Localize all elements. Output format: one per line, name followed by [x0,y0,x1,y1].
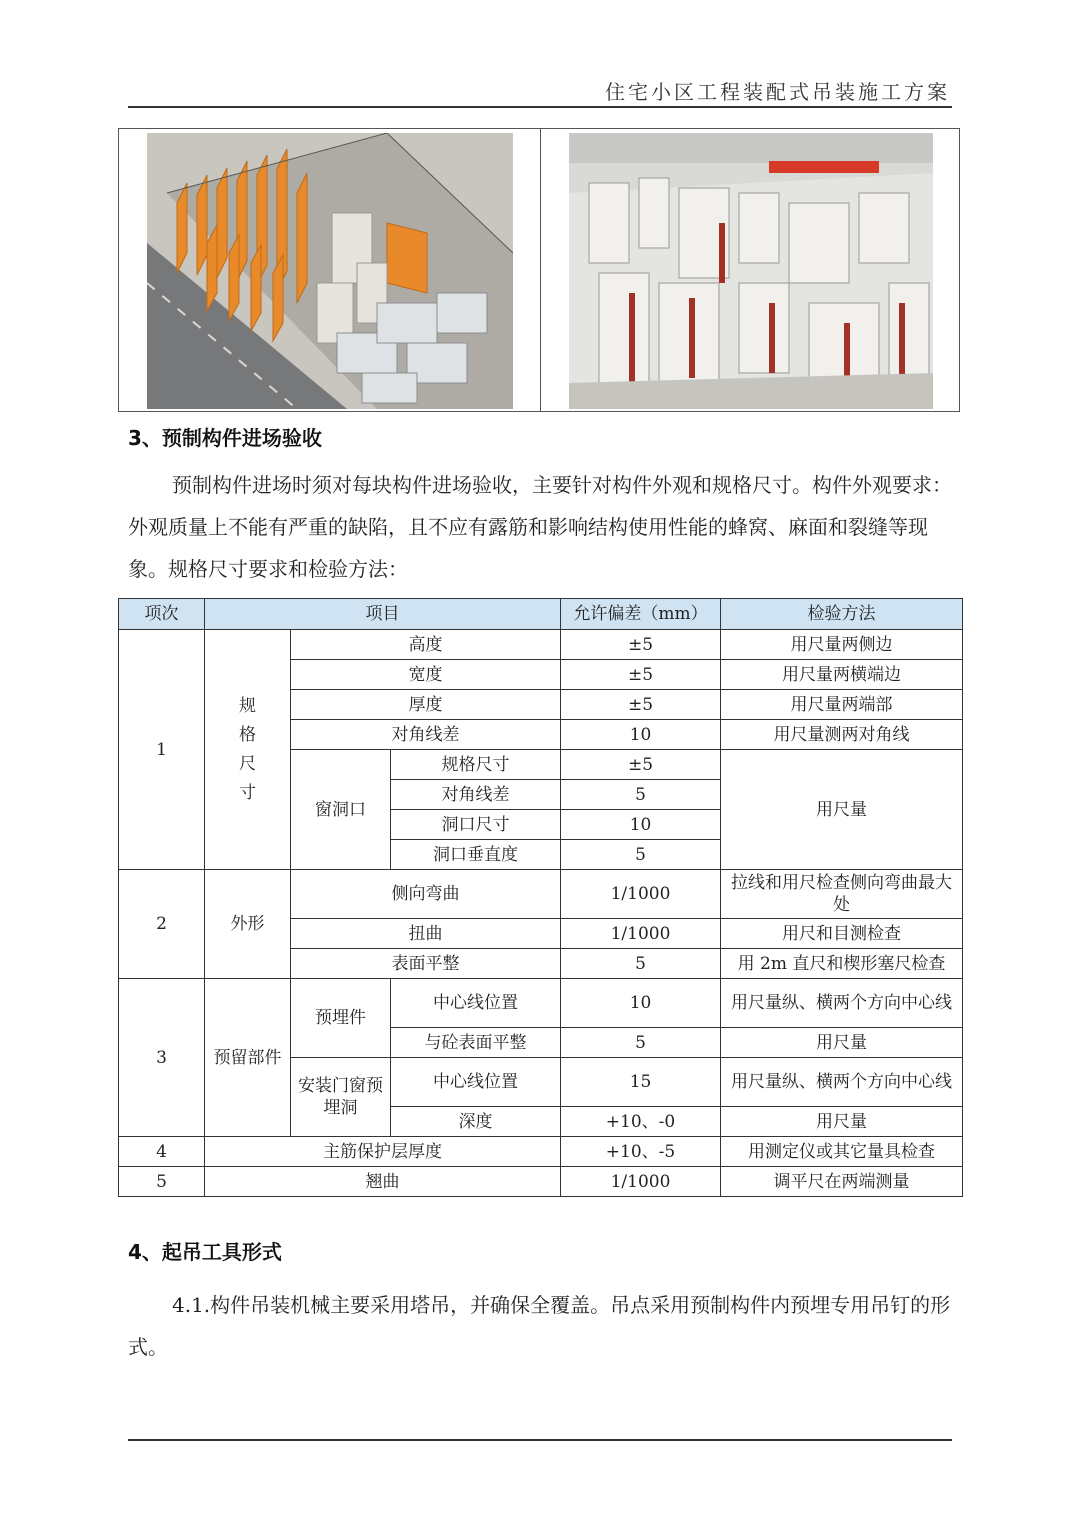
row-4-no: 4 [119,1137,205,1167]
row-item: 对角线差 [291,720,561,750]
row-method: 用 2m 直尺和楔形塞尺检查 [721,949,963,979]
header-rule [128,106,952,108]
row-tolerance: ±5 [561,750,721,780]
table-row [119,630,963,660]
row-item: 表面平整 [291,949,561,979]
row-method: 调平尺在两端测量 [721,1167,963,1197]
group-3-no: 3 [119,979,205,1137]
acceptance-spec-table [118,598,963,1197]
group-2-category: 外形 [205,870,291,979]
section-4-heading: 4、起吊工具形式 [128,1240,282,1264]
row-item: 对角线差 [391,780,561,810]
section-3-paragraph: 预制构件进场时须对每块构件进场验收，主要针对构件外观和规格尺寸。构件外观要求：外观质量上不能有严重的缺陷，且不应有露筋和影响结构使用性能的蜂窝、麻面和裂缝等现象。规格尺寸要求和检验方法： [128,473,952,581]
table-header-row [119,599,963,630]
row-tolerance: 10 [561,720,721,750]
row-item: 洞口尺寸 [391,810,561,840]
table-row [119,1137,963,1167]
row-method: 用尺量 [721,1107,963,1137]
row-method: 用尺量两端部 [721,690,963,720]
header-method: 检验方法 [721,599,963,630]
row-tolerance: 15 [561,1058,721,1107]
row-item: 侧向弯曲 [291,870,561,919]
group-1-category-text: 规格尺寸 [239,695,256,803]
row-method: 用尺量纵、横两个方向中心线 [721,979,963,1028]
table-row [119,979,963,1028]
row-method: 用测定仪或其它量具检查 [721,1137,963,1167]
precast-wall-installation-photo [569,133,933,409]
document-header-title: 住宅小区工程装配式吊装施工方案 [605,80,950,104]
photo-frame [118,128,960,412]
row-tolerance: +10、-0 [561,1107,721,1137]
photo-divider [540,129,541,411]
embedded-parts-subgroup: 预埋件 [291,979,391,1058]
row-tolerance: 5 [561,1028,721,1058]
row-method: 用尺量两侧边 [721,630,963,660]
header-item-no: 项次 [119,599,205,630]
row-method: 用尺和目测检查 [721,919,963,949]
row-item: 扭曲 [291,919,561,949]
row-item: 高度 [291,630,561,660]
header-item: 项目 [205,599,561,630]
row-item: 洞口垂直度 [391,840,561,870]
row-item: 深度 [391,1107,561,1137]
row-tolerance: ±5 [561,690,721,720]
row-item: 翘曲 [205,1167,561,1197]
row-method: 拉线和用尺检查侧向弯曲最大处 [721,870,963,919]
row-tolerance: 10 [561,979,721,1028]
row-method: 用尺量纵、横两个方向中心线 [721,1058,963,1107]
row-item: 宽度 [291,660,561,690]
table-row [119,1167,963,1197]
row-method: 用尺量两横端边 [721,660,963,690]
row-tolerance: 5 [561,949,721,979]
row-tolerance: 5 [561,840,721,870]
group-1-no: 1 [119,630,205,870]
row-tolerance: +10、-5 [561,1137,721,1167]
section-4-paragraph: 4.1.构件吊装机械主要采用塔吊，并确保全覆盖。吊点采用预制构件内预埋专用吊钉的形式。 [128,1293,951,1359]
window-opening-method: 用尺量 [721,750,963,870]
window-opening-subgroup: 窗洞口 [291,750,391,870]
row-method: 用尺量测两对角线 [721,720,963,750]
precast-storage-yard-photo [147,133,513,409]
row-tolerance: ±5 [561,660,721,690]
row-item: 规格尺寸 [391,750,561,780]
table-row [119,870,963,919]
row-method: 用尺量 [721,1028,963,1058]
row-item: 厚度 [291,690,561,720]
row-item: 与砼表面平整 [391,1028,561,1058]
row-item: 中心线位置 [391,1058,561,1107]
group-3-category: 预留部件 [205,979,291,1137]
footer-rule [128,1439,952,1441]
header-tolerance: 允许偏差（mm） [561,599,721,630]
row-tolerance: 1/1000 [561,919,721,949]
group-1-category [205,630,291,870]
row-5-no: 5 [119,1167,205,1197]
row-item: 中心线位置 [391,979,561,1028]
group-2-no: 2 [119,870,205,979]
row-tolerance: 1/1000 [561,1167,721,1197]
row-tolerance: ±5 [561,630,721,660]
door-window-holes-subgroup: 安装门窗预埋洞 [291,1058,391,1137]
row-tolerance: 10 [561,810,721,840]
row-tolerance: 5 [561,780,721,810]
row-tolerance: 1/1000 [561,870,721,919]
row-item: 主筋保护层厚度 [205,1137,561,1167]
section-3-heading: 3、预制构件进场验收 [128,426,322,450]
